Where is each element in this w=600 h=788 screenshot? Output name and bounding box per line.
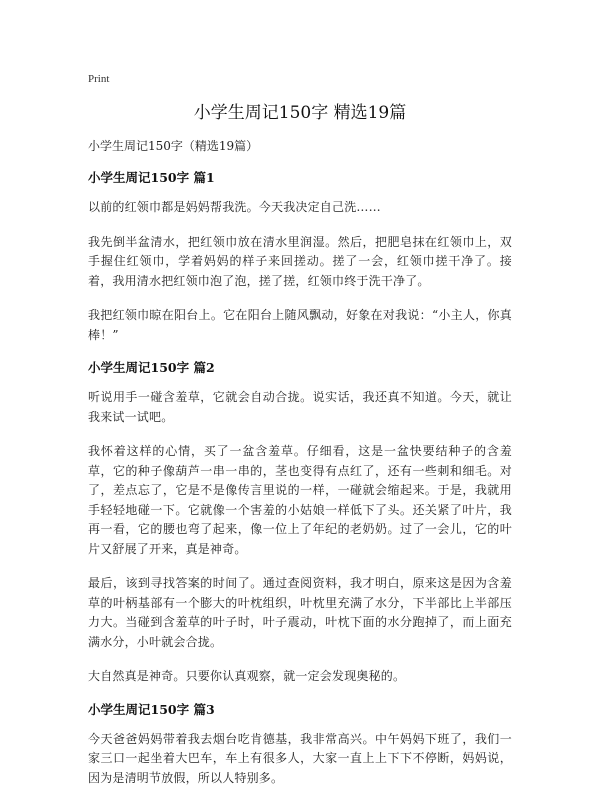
paragraph: 听说用手一碰含羞草，它就会自动合拢。说实话，我还真不知道。今天，就让我来试一试吧。 bbox=[88, 388, 512, 427]
print-link[interactable]: Print bbox=[88, 72, 512, 86]
paragraph: 我先倒半盆清水，把红领巾放在清水里润湿。然后，把肥皂抹在红领巾上，双手握住红领巾，学着妈妈的样子来回搓动。搓了一会，红领巾搓干净了。接着，我用清水把红领巾泡了泡，搓了搓，红领巾终于洗干净了。 bbox=[88, 233, 512, 292]
article-section-1 bbox=[88, 170, 512, 345]
paragraph: 我怀着这样的心情，买了一盆含羞草。仔细看，这是一盆快要结种子的含羞草，它的种子像葫芦一串一串的，茎也变得有点红了，还有一些刺和细毛。对了，差点忘了，它是不是像传言里说的一样，一碰就会缩起来。于是，我就用手轻轻地碰一下。它就像一个害羞的小姑娘一样低下了头。还关紧了叶片，我再一看，它的腰也弯了起来，像一位上了年纪的老奶奶。过了一会儿，它的叶片又舒展了开来，真是神奇。 bbox=[88, 442, 512, 559]
paragraph: 以前的红领巾都是妈妈帮我洗。今天我决定自己洗…… bbox=[88, 198, 512, 218]
paragraph: 大自然真是神奇。只要你认真观察，就一定会发现奥秘的。 bbox=[88, 667, 512, 687]
page-title: 小学生周记150字 精选19篇 bbox=[88, 102, 512, 124]
document-subtitle: 小学生周记150字（精选19篇） bbox=[88, 138, 512, 154]
paragraph: 今天爸爸妈妈带着我去烟台吃肯德基，我非常高兴。中午妈妈下班了，我们一家三口一起坐着大巴车，车上有很多人，大家一直上上下下不停断，妈妈说，因为是清明节放假，所以人特别多。 bbox=[88, 730, 512, 788]
section-heading: 小学生周记150字 篇3 bbox=[88, 702, 512, 718]
paragraph: 我把红领巾晾在阳台上。它在阳台上随风飘动，好象在对我说：“小主人，你真棒！” bbox=[88, 306, 512, 345]
section-heading: 小学生周记150字 篇1 bbox=[88, 170, 512, 186]
paragraph: 最后，该到寻找答案的时间了。通过查阅资料，我才明白，原来这是因为含羞草的叶柄基部有一个膨大的叶枕组织，叶枕里充满了水分，下半部比上半部压力大。当碰到含羞草的叶子时，叶子震动，叶枕下面的水分跑掉了，而上面充满水分，小叶就会合拢。 bbox=[88, 574, 512, 652]
article-section-3 bbox=[88, 702, 512, 788]
article-section-2 bbox=[88, 360, 512, 687]
section-heading: 小学生周记150字 篇2 bbox=[88, 360, 512, 376]
